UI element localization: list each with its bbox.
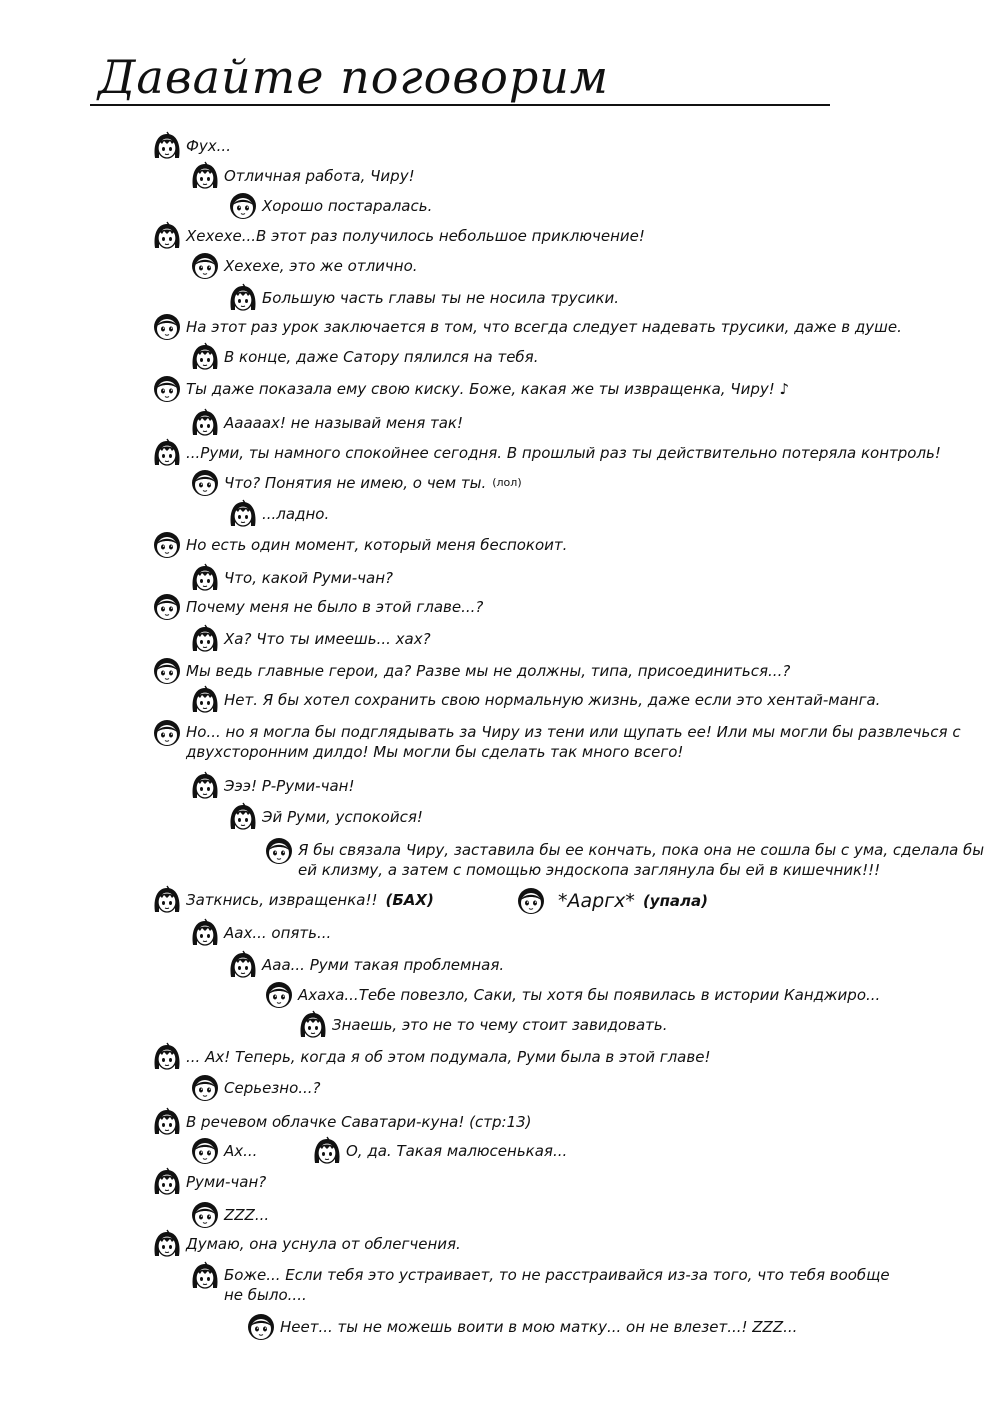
dialogue-text: Хехехе, это же отлично. <box>224 257 418 275</box>
dialogue-text: Эй Руми, успокойся! <box>262 808 423 826</box>
dialogue-line <box>264 980 880 1010</box>
page-title: Давайте поговорим <box>98 50 610 104</box>
dialogue-text: Большую часть главы ты не носила трусики. <box>262 289 620 307</box>
dialogue-line <box>190 1073 321 1103</box>
dialogue-text: Боже... Если тебя это устраивает, то не расстраивайся из-за того, что тебя вообще не было.... <box>224 1266 890 1304</box>
dialogue-text: Руми-чан? <box>186 1173 267 1191</box>
dialogue-text: Думаю, она уснула от облегчения. <box>186 1235 461 1253</box>
dialogue-line <box>228 802 423 832</box>
character-face-icon <box>152 1167 182 1197</box>
dialogue-line <box>228 191 432 221</box>
dialogue-text: Ха? Что ты имеешь... хах? <box>224 630 431 648</box>
dialogue-line <box>312 1136 567 1166</box>
character-face-icon <box>190 408 220 438</box>
character-face-icon <box>152 1042 182 1072</box>
dialogue-text: Аааааx! не называй меня так! <box>224 414 464 432</box>
title-underline <box>90 104 830 106</box>
character-face-icon <box>190 1200 220 1230</box>
character-face-icon <box>190 563 220 593</box>
dialogue-text: Серьезно...? <box>224 1079 321 1097</box>
dialogue-text: Нет. Я бы хотел сохранить свою нормальную жизнь, даже если это хентай-манга. <box>224 691 881 709</box>
dialogue-line <box>152 221 645 251</box>
dialogue-line <box>190 624 431 654</box>
dialogue-line <box>152 438 941 468</box>
dialogue-line <box>190 685 880 715</box>
dialogue-text: Заткнись, извращенка!! <box>186 891 378 909</box>
dialogue-text: ... Ах! Теперь, когда я об этом подумала, Руми была в этой главе! <box>186 1048 711 1066</box>
character-face-icon <box>190 624 220 654</box>
dialogue-text: В конце, даже Сатору пялился на тебя. <box>224 348 539 366</box>
dialogue-line <box>190 468 522 498</box>
dialogue-line <box>190 1136 257 1166</box>
dialogue-text: Мы ведь главные герои, да? Разве мы не должны, типа, присоединиться...? <box>186 662 791 680</box>
dialogue-line <box>228 283 619 313</box>
dialogue-line <box>190 251 418 281</box>
dialogue-text: Неет... ты не можешь воити в мою матку... он не влезет...! ZZZ... <box>280 1318 798 1336</box>
character-face-icon <box>152 1107 182 1137</box>
dialogue-text: Но... но я могла бы подглядывать за Чиру из тени или щупать ее! Или мы могли бы развлечься с двухсторонним дилдо! Мы могли бы сделать так много всего! <box>186 723 961 761</box>
character-face-icon <box>190 1261 220 1291</box>
dialogue-text: Что, какой Руми-чан? <box>224 569 393 587</box>
dialogue-line <box>516 886 708 916</box>
dialogue-line <box>152 1107 532 1137</box>
character-face-icon <box>264 836 294 866</box>
dialogue-text: О, да. Такая малюсенькая... <box>346 1142 568 1160</box>
character-face-icon <box>190 918 220 948</box>
character-face-icon <box>190 161 220 191</box>
dialogue-text: Я бы связала Чиру, заставила бы ее кончать, пока она не сошла бы с ума, сделала бы ей клизму, а затем с помощью эндоскопа заглянула бы ей в кишечник!!! <box>298 841 985 879</box>
dialogue-text: Ааа... Руми такая проблемная. <box>262 956 505 974</box>
character-face-icon <box>152 221 182 251</box>
dialogue-text: Но есть один момент, который меня беспокоит. <box>186 536 568 554</box>
dialogue-line <box>190 1261 910 1305</box>
dialogue-line <box>190 161 415 191</box>
character-face-icon <box>190 251 220 281</box>
dialogue-line <box>152 885 434 915</box>
dialogue-text: *Ааргх* <box>558 890 635 912</box>
dialogue-text: ...ладно. <box>262 505 330 523</box>
dialogue-text: Что? Понятия не имею, о чем ты. <box>224 474 487 492</box>
dialogue-text: Ах... <box>224 1142 258 1160</box>
character-face-icon <box>152 530 182 560</box>
dialogue-line <box>152 592 483 622</box>
character-face-icon <box>190 771 220 801</box>
dialogue-text: Отличная работа, Чиру! <box>224 167 415 185</box>
dialogue-text: Ты даже показала ему свою киску. Боже, какая же ты извращенка, Чиру! ♪ <box>186 380 790 398</box>
dialogue-line <box>190 1200 269 1230</box>
dialogue-line <box>190 408 463 438</box>
character-face-icon <box>228 950 258 980</box>
character-face-icon <box>152 374 182 404</box>
character-face-icon <box>152 312 182 342</box>
dialogue-line <box>152 718 988 762</box>
character-face-icon <box>228 499 258 529</box>
dialogue-text: На этот раз урок заключается в том, что всегда следует надевать трусики, даже в душе. <box>186 318 902 336</box>
character-face-icon <box>152 656 182 686</box>
dialogue-text: Эээ! Р-Руми-чан! <box>224 777 355 795</box>
dialogue-line <box>152 131 231 161</box>
character-face-icon <box>190 342 220 372</box>
dialogue-line <box>190 918 331 948</box>
dialogue-text: Знаешь, это не то чему стоит завидовать. <box>332 1016 668 1034</box>
dialogue-line <box>190 563 393 593</box>
character-face-icon <box>228 283 258 313</box>
character-face-icon <box>152 885 182 915</box>
dialogue-line <box>152 656 790 686</box>
character-face-icon <box>246 1312 276 1342</box>
dialogue-text: ZZZ... <box>224 1206 270 1224</box>
dialogue-line <box>152 374 789 404</box>
dialogue-text: Хехехе...В этот раз получилось небольшое приключение! <box>186 227 645 245</box>
dialogue-note: (лол) <box>492 476 522 489</box>
character-face-icon <box>152 438 182 468</box>
dialogue-line <box>298 1010 668 1040</box>
character-face-icon <box>264 980 294 1010</box>
character-face-icon <box>312 1136 342 1166</box>
character-face-icon <box>152 1229 182 1259</box>
dialogue-line <box>246 1312 797 1342</box>
dialogue-text: Фух... <box>186 137 231 155</box>
dialogue-text: Ахаха...Тебе повезло, Саки, ты хотя бы появилась в истории Канджиро... <box>298 986 881 1004</box>
dialogue-text: В речевом облачке Саватари-куна! (стр:13) <box>186 1113 532 1131</box>
dialogue-text: Аах... опять... <box>224 924 332 942</box>
character-face-icon <box>190 1073 220 1103</box>
character-face-icon <box>190 1136 220 1166</box>
dialogue-line <box>190 342 538 372</box>
character-face-icon <box>152 718 182 748</box>
dialogue-line <box>152 1229 461 1259</box>
dialogue-text: Хорошо постаралась. <box>262 197 433 215</box>
dialogue-text: Почему меня не было в этой главе...? <box>186 598 484 616</box>
dialogue-line <box>152 312 902 342</box>
dialogue-line <box>152 530 567 560</box>
character-face-icon <box>228 802 258 832</box>
dialogue-line <box>152 1042 710 1072</box>
dialogue-line <box>264 836 990 880</box>
character-face-icon <box>516 886 546 916</box>
character-face-icon <box>152 131 182 161</box>
dialogue-line <box>190 771 354 801</box>
dialogue-line <box>228 950 504 980</box>
dialogue-line <box>228 499 329 529</box>
character-face-icon <box>190 685 220 715</box>
dialogue-note: (упала) <box>642 892 709 910</box>
character-face-icon <box>152 592 182 622</box>
character-face-icon <box>298 1010 328 1040</box>
dialogue-text: ...Руми, ты намного спокойнее сегодня. В прошлый раз ты действительно потеряла контроль! <box>186 444 941 462</box>
character-face-icon <box>190 468 220 498</box>
sound-effect: (БАХ) <box>385 891 434 909</box>
character-face-icon <box>228 191 258 221</box>
dialogue-line <box>152 1167 266 1197</box>
